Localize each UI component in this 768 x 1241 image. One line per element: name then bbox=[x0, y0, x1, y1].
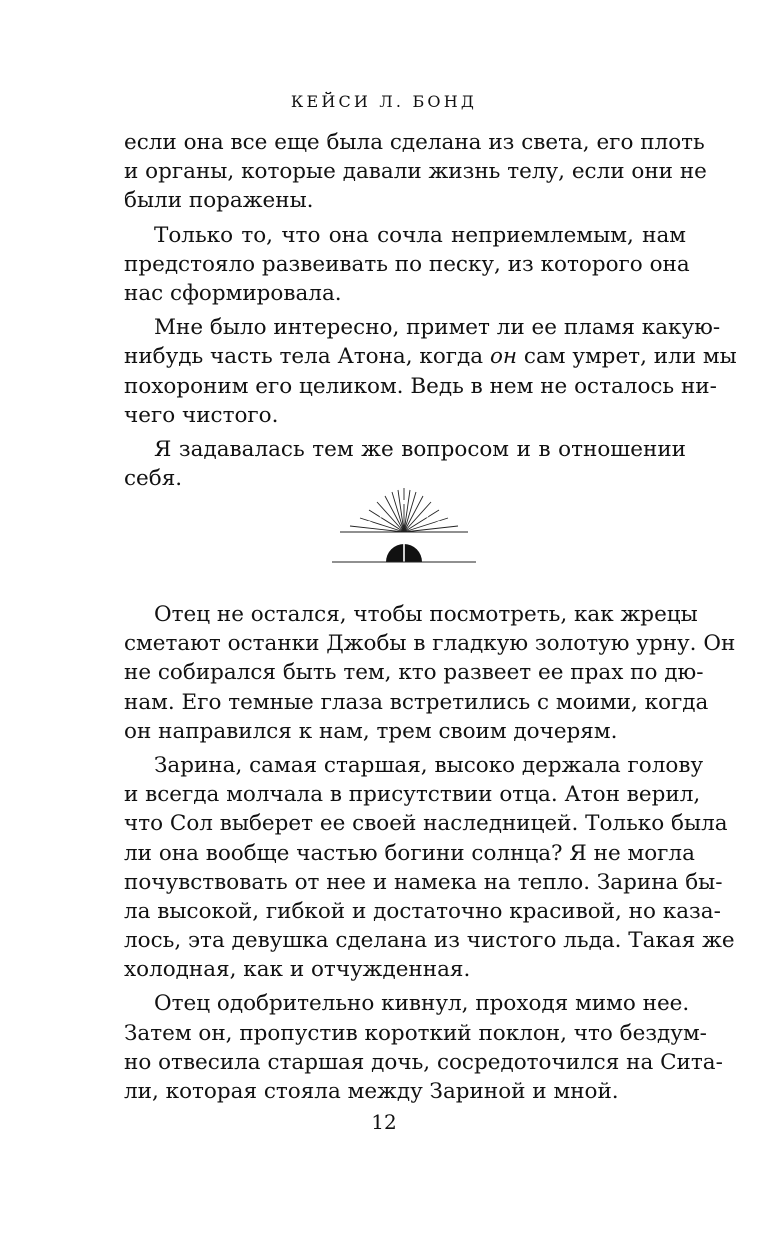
sun-rays bbox=[340, 488, 468, 532]
text-line: Зарина, самая старшая, высоко держала голову bbox=[154, 752, 704, 778]
text-line: похороним его целиком. Ведь в нем не осталось ни- bbox=[124, 373, 717, 399]
text-line: Мне было интересно, примет ли ее пламя какую- bbox=[154, 315, 721, 341]
text-line: и всегда молчала в присутствии отца. Атон верил, bbox=[124, 782, 701, 808]
text-line: он направился к нам, трем своим дочерям. bbox=[124, 718, 618, 744]
text-section-2 bbox=[124, 600, 736, 1106]
italic-emphasis: он bbox=[489, 344, 518, 370]
text-line: Только то, что она сочла неприемлемым, нам bbox=[154, 222, 686, 248]
text-line bbox=[124, 342, 737, 371]
text-line: Я задавалась тем же вопросом и в отношении bbox=[154, 436, 686, 462]
text-line: но отвесила старшая дочь, сосредоточился на Сита- bbox=[124, 1049, 723, 1075]
page-number: 12 bbox=[371, 1110, 397, 1134]
running-head: КЕЙСИ Л. БОНД bbox=[290, 92, 478, 111]
text-line: Отец не остался, чтобы посмотреть, как жрецы bbox=[154, 602, 698, 627]
rising-sun-icon bbox=[332, 486, 476, 566]
text-line: ла высокой, гибкой и достаточно красивой, но каза- bbox=[124, 898, 721, 924]
text-line: сметают останки Джобы в гладкую золотую урну. Он bbox=[124, 631, 736, 657]
text-section-1 bbox=[124, 128, 737, 493]
text-line: Отец одобрительно кивнул, проходя мимо нее. bbox=[154, 991, 690, 1017]
text-line: нас сформировала. bbox=[124, 280, 342, 306]
text-fragment: сам умрет, или мы bbox=[517, 344, 737, 370]
text-line: нам. Его темные глаза встретились с моими, когда bbox=[124, 689, 709, 715]
text-line: себя. bbox=[124, 466, 183, 492]
text-line: и органы, которые давали жизнь телу, если они не bbox=[124, 159, 707, 185]
text-line: ли она вообще частью богини солнца? Я не могла bbox=[124, 840, 695, 866]
text-line: лось, эта девушка сделана из чистого льда. Такая же bbox=[124, 928, 735, 954]
text-line: предстояло развеивать по песку, из которого она bbox=[124, 251, 690, 277]
text-line: ли, которая стояла между Зариной и мной. bbox=[124, 1079, 619, 1104]
text-line: чего чистого. bbox=[124, 402, 279, 428]
text-line: что Сол выберет ее своей наследницей. Только была bbox=[124, 811, 728, 837]
text-fragment: нибудь часть тела Атона, когда bbox=[124, 344, 490, 370]
text-line: если она все еще была сделана из света, его плоть bbox=[124, 130, 705, 155]
text-line: почувствовать от нее и намека на тепло. Зарина бы- bbox=[124, 869, 723, 895]
text-line: были поражены. bbox=[124, 188, 314, 214]
text-line: холодная, как и отчужденная. bbox=[124, 957, 471, 983]
text-line: не собирался быть тем, кто развеет ее прах по дю- bbox=[124, 660, 704, 686]
text-line: Затем он, пропустив короткий поклон, что бездум- bbox=[124, 1020, 707, 1046]
